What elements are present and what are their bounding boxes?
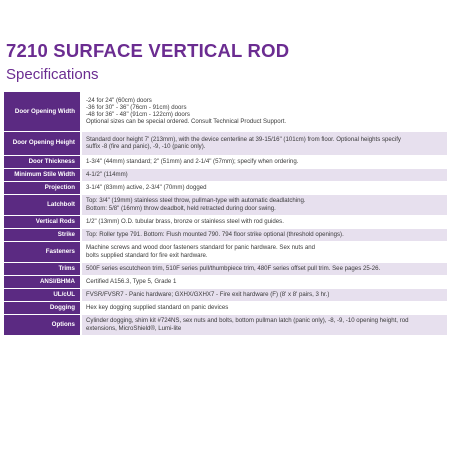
spec-row: [4, 228, 447, 241]
spec-label: Door Opening Width: [4, 92, 81, 131]
spec-value: [81, 168, 447, 181]
spec-value-line: Top: Roller type 791. Bottom: Flush mounted 790. 794 floor strike optional (threshold openings).: [86, 230, 344, 238]
spec-row: [4, 194, 447, 215]
spec-value-line: 500F series escutcheon trim, 510F series pull/thumbpiece trim, 480F series offset pull trim. See pages 25-26.: [86, 264, 381, 272]
specifications-table: [4, 92, 447, 336]
spec-row: [4, 168, 447, 181]
spec-row: [4, 241, 447, 262]
page-subtitle: Specifications: [6, 66, 99, 83]
spec-value: [81, 155, 447, 168]
spec-label: ANSI/BHMA: [4, 275, 81, 288]
spec-value: [81, 131, 447, 155]
page-title: 7210 SURFACE VERTICAL ROD: [6, 40, 290, 61]
spec-label: Dogging: [4, 301, 81, 314]
spec-value-line: 1-3/4" (44mm) standard; 2" (51mm) and 2-1/4" (57mm); specify when ordering.: [86, 157, 299, 165]
spec-value-line: suffix -8 (fire and panic), -9, -10 (panic only).: [86, 143, 206, 150]
spec-value: [81, 262, 447, 275]
spec-value: [81, 194, 447, 215]
spec-value-line: FVSR/FVSR7 - Panic hardware; GXHX/GXHX7 - Fire exit hardware (F) (8' x 8' pairs, 3 hr.): [86, 290, 330, 298]
spec-row: [4, 92, 447, 131]
spec-value-line: -48 for 36" - 48" (91cm - 122cm) doors: [86, 111, 190, 119]
spec-row: [4, 215, 447, 228]
spec-value-line: bolts supplied standard for fire exit hardware.: [86, 251, 208, 259]
spec-value-line: Standard door height 7' (213mm), with the device centerline at 39-15/16" (101cm) from floor. Optional heights specify: [86, 135, 401, 143]
spec-value-line: 3-1/4" (83mm) active, 2-3/4" (70mm) dogged: [86, 183, 207, 191]
spec-row: [4, 288, 447, 301]
spec-value-line: extensions, MicroShield®, Lumi-lite: [86, 324, 182, 332]
spec-row: [4, 262, 447, 275]
spec-value-line: 4-1/2" (114mm): [86, 170, 128, 178]
spec-label: Trims: [4, 262, 81, 275]
spec-label: Minimum Stile Width: [4, 168, 81, 181]
spec-value-line: Cylinder dogging, shim kit #724NS, sex nuts and bolts, bottom pullman latch (panic only), -8, -9, -10 opening height, rod: [86, 317, 409, 325]
spec-value: [81, 92, 447, 131]
spec-value: [81, 275, 447, 288]
spec-value-line: Optional sizes can be special ordered. Consult Technical Product Support.: [86, 118, 287, 126]
spec-value-line: Machine screws and wood door fasteners standard for panic hardware. Sex nuts and: [86, 244, 315, 252]
spec-value-line: Certified A156.3, Type 5, Grade 1: [86, 277, 177, 285]
spec-value-line: Hex key dogging supplied standard on panic devices: [86, 303, 229, 311]
spec-value-line: Top: 3/4" (19mm) stainless steel throw, pullman-type with automatic deadlatching.: [86, 197, 306, 205]
spec-row: [4, 155, 447, 168]
spec-value: [81, 288, 447, 301]
spec-row: [4, 314, 447, 335]
spec-label: Options: [4, 314, 81, 335]
specifications-table-body: [4, 92, 447, 335]
spec-label: Vertical Rods: [4, 215, 81, 228]
spec-label: Strike: [4, 228, 81, 241]
spec-label: Projection: [4, 181, 81, 194]
spec-row: [4, 275, 447, 288]
spec-label: Latchbolt: [4, 194, 81, 215]
spec-label: Fasteners: [4, 241, 81, 262]
spec-row: [4, 131, 447, 155]
spec-label: Door Thickness: [4, 155, 81, 168]
spec-label: UL/cUL: [4, 288, 81, 301]
spec-value-line: Bottom: 5/8" (16mm) throw deadbolt, held retracted during door swing.: [86, 204, 276, 212]
spec-value-line: -36 for 30" - 36" (76cm - 91cm) doors: [86, 104, 187, 112]
spec-value-line: 1/2" (13mm) O.D. tubular brass, bronze or stainless steel with rod guides.: [86, 217, 284, 225]
spec-value: [81, 314, 447, 335]
spec-value: [81, 181, 447, 194]
spec-value-line: -24 for 24" (60cm) doors: [86, 96, 152, 104]
spec-row: [4, 301, 447, 314]
spec-value: [81, 228, 447, 241]
spec-row: [4, 181, 447, 194]
spec-value: [81, 301, 447, 314]
spec-value: [81, 215, 447, 228]
spec-value: [81, 241, 447, 262]
spec-label: Door Opening Height: [4, 131, 81, 155]
